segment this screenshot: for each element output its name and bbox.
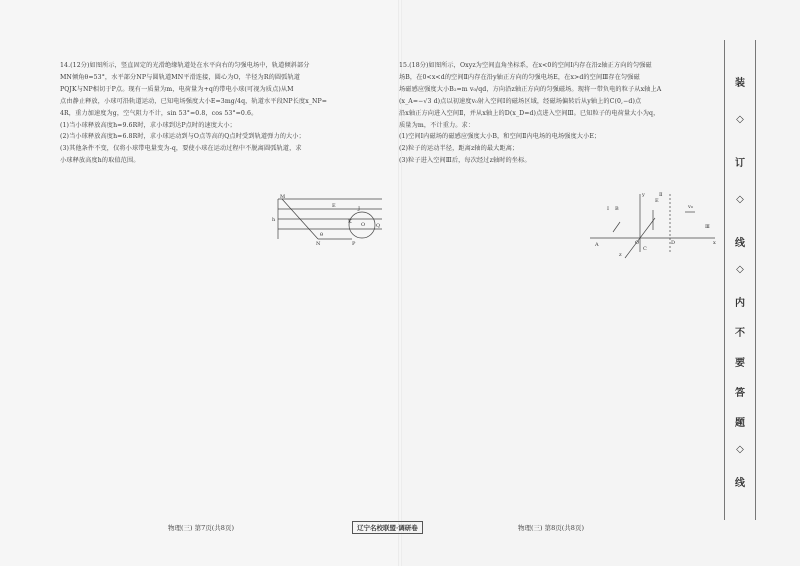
q15-line: 15.(18分)如图所示，Oxyz为空间直角坐标系，在x<0的空间Ⅰ内存在沿z轴正方向的匀强磁 (399, 62, 652, 69)
figure-14-track (270, 195, 390, 245)
q15-line: (2)粒子的运动半径，距离z轴的最大距离； (399, 145, 519, 153)
binding-char: 线 (735, 238, 745, 249)
fig14-label-Q: Q (376, 223, 381, 229)
fig14-label-E: E (332, 203, 336, 209)
diamond-marker: ◇ (736, 194, 744, 205)
q14-line: MN倾角θ=53°，水平部分NP与圆轨道MN平滑连接，圆心为O，半径为R的圆弧轨道 (60, 73, 301, 81)
fig14-label-O: O (361, 222, 366, 228)
q15-line: 场B，在0<x<d的空间Ⅱ内存在沿y轴正方向的匀强电场E，在x>d的空间Ⅲ存在匀强磁 (399, 73, 640, 81)
fig14-label-P: P (352, 241, 356, 247)
diamond-marker: ◇ (736, 264, 744, 275)
fig15-label-y: y (642, 192, 645, 198)
figure-15-coordinates (585, 190, 720, 260)
diamond-marker: ◇ (736, 114, 744, 125)
fig14-label-N: N (316, 241, 321, 247)
binding-char: 答 (735, 388, 745, 399)
fig15-label-B: B (615, 206, 619, 212)
binding-char: 订 (735, 158, 745, 169)
q15-line: 场磁感应强度大小B₂=m v₀/qd，方向沿z轴正方向的匀强磁场。现将一带负电的粒子从x轴上A (399, 85, 662, 93)
question-15 (399, 60, 719, 167)
binding-char: 线 (735, 478, 745, 489)
page-footer-right: 物理(三) 第8页(共8页) (518, 524, 584, 532)
fig14-label-K: K (348, 219, 352, 225)
q14-line: 小球释放高度h的取值范围。 (60, 157, 140, 165)
fig15-label-C: C (643, 246, 647, 252)
fig15-label-region-I: Ⅰ (607, 206, 609, 212)
fig15-label-x: x (713, 240, 716, 246)
fig15-label-z: z (619, 252, 622, 258)
binding-char: 要 (735, 358, 745, 369)
fig15-label-A: A (595, 242, 599, 248)
exam-title-box: 辽宁名校联盟·调研卷 (352, 521, 423, 534)
fig15-label-region-III: Ⅲ (705, 224, 710, 230)
fig15-label-region-II: Ⅱ (659, 192, 663, 198)
q14-line: 点由静止释放，小球可沿轨道运动，已知电场强度大小E=3mg/4q，轨道水平段NP长度x_NP= (60, 97, 328, 105)
q14-line: PQJK与NP相切于P点。现有一质量为m，电荷量为+q的带电小球(可视为质点)从M (60, 85, 294, 93)
q15-line: 沿x轴正方向进入空间Ⅱ，并从x轴上的D(x_D=d)点进入空间Ⅲ。已知粒子的电荷量大小为q， (399, 109, 660, 117)
page-footer-left: 物理(三) 第7页(共8页) (168, 524, 234, 532)
q15-line: 质量为m，不计重力。求： (399, 121, 475, 129)
q14-line: (3)其他条件不变，仅将小球带电量变为-q，要使小球在运动过程中不脱离圆弧轨道，求 (60, 145, 302, 153)
fig14-label-J: J (358, 206, 361, 212)
diamond-marker: ◇ (736, 444, 744, 455)
binding-strip (724, 40, 756, 520)
binding-char: 题 (735, 418, 745, 429)
q15-line: (3)粒子进入空间Ⅲ后，每次经过z轴时的坐标。 (399, 157, 531, 165)
binding-char: 装 (735, 78, 745, 89)
fig15-label-D: D (671, 240, 676, 246)
fig14-label-theta: θ (320, 232, 324, 238)
fig15-label-E: E (655, 198, 659, 204)
q15-line: (1)空间Ⅰ内磁场的磁感应强度大小B，和空间Ⅱ内电场的电场强度大小E； (399, 133, 601, 141)
q14-line: (1)当小球释放高度h=9.6R时，求小球到达P点时的速度大小； (60, 121, 236, 129)
q14-line: 14.(12分)如图所示，竖直固定的光滑绝缘轨道处在水平向右的匀强电场中，轨道倾斜部分 (60, 62, 310, 69)
binding-char: 内 (735, 298, 745, 309)
q14-line: (2)当小球释放高度h=6.8R时，求小球运动到与O点等高的Q点时受到轨道弹力的大小； (60, 133, 305, 141)
fig15-label-O: O (635, 240, 640, 246)
fig14-label-h: h (272, 217, 276, 223)
binding-char: 不 (735, 328, 745, 339)
q14-line: 4R，重力加速度为g，空气阻力不计，sin 53°=0.8，cos 53°=0.6。 (60, 109, 258, 117)
fig14-label-M: M (280, 194, 286, 200)
q15-line: (x_A=−√3 d)点以初速度v₀射入空间Ⅰ的磁场区域，经磁场偏转后从y轴上的C(0,−d)点 (399, 97, 642, 105)
question-14 (60, 60, 380, 167)
fig15-label-v0: v₀ (688, 204, 693, 210)
